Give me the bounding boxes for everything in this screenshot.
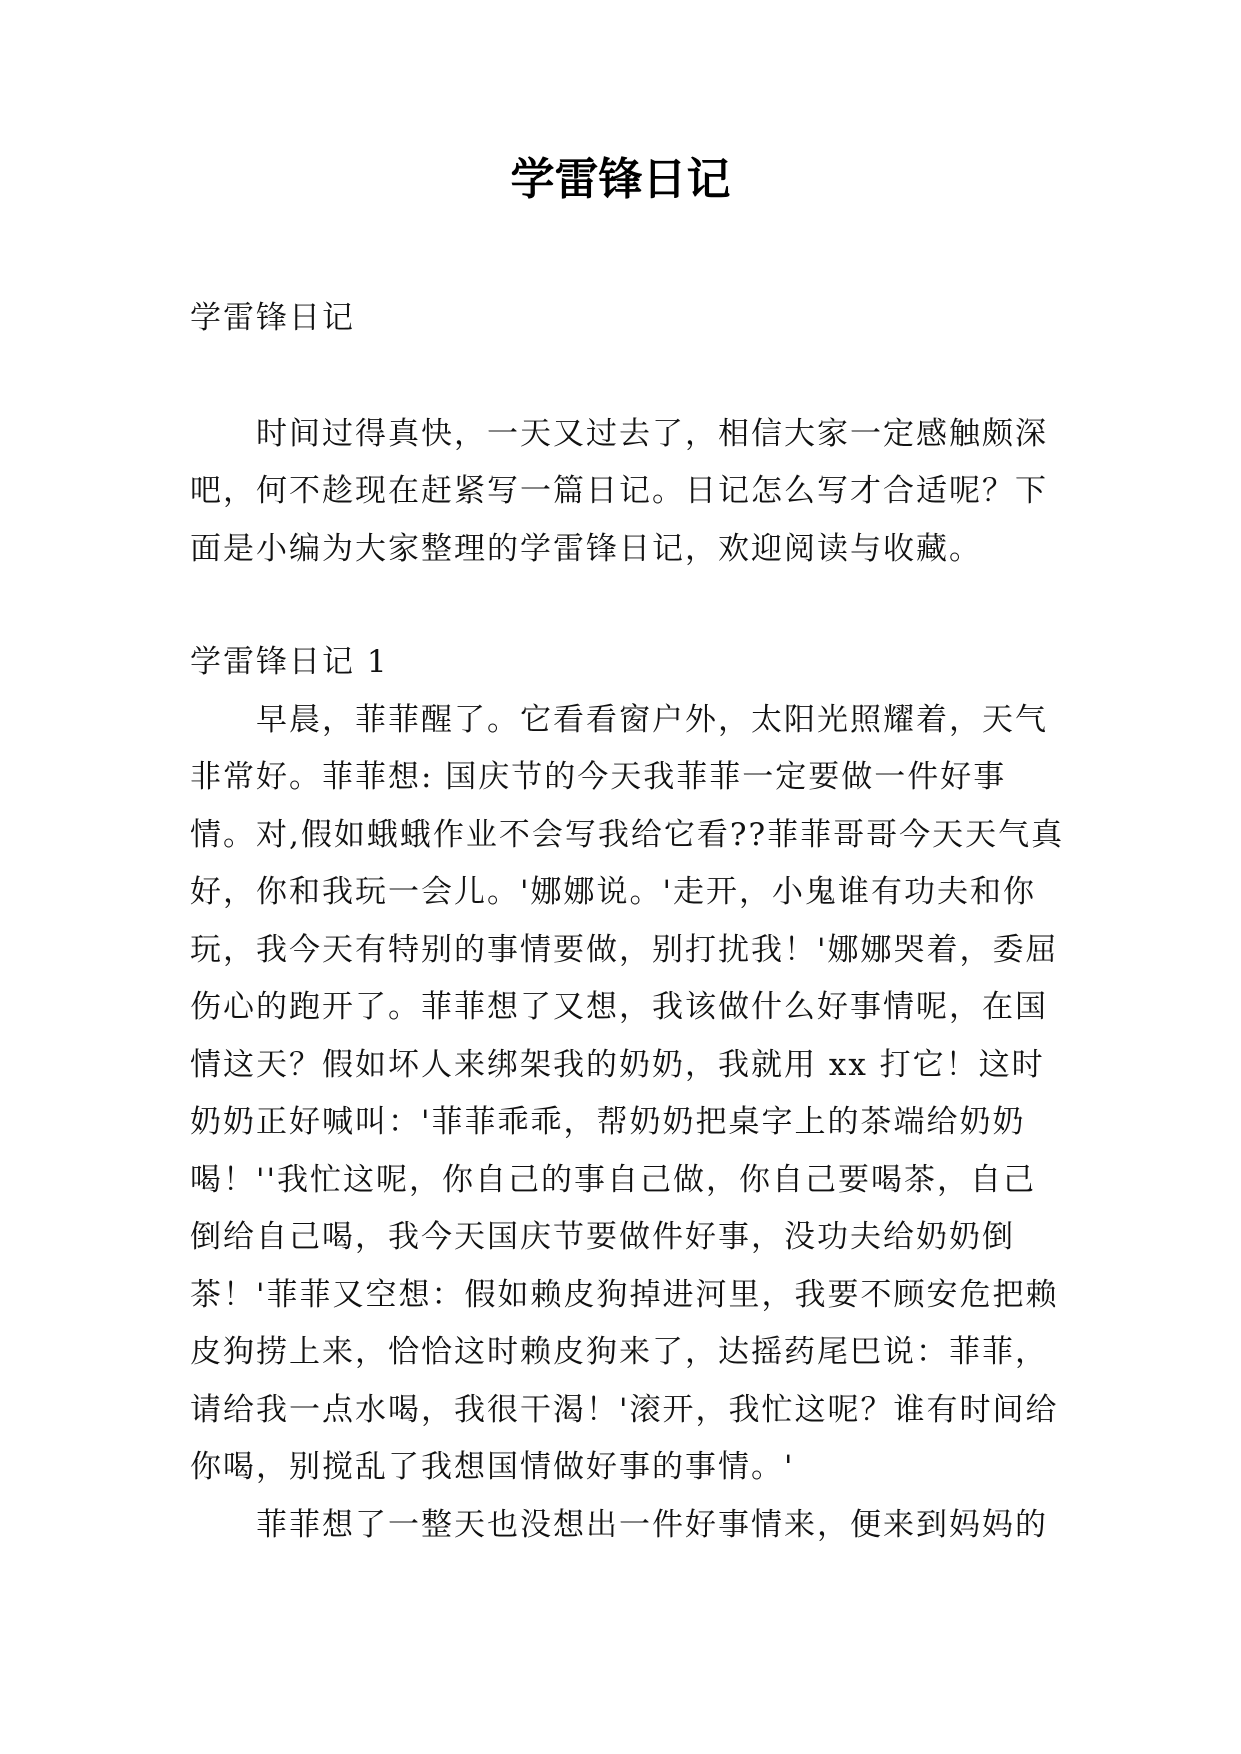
intro-paragraph: 时间过得真快，一天又过去了，相信大家一定感触颇深吧，何不趁现在赶紧写一篇日记。日记怎么写才合适呢？下面是小编为大家整理的学雷锋日记，欢迎阅读与收藏。: [190, 415, 1048, 567]
document-body: [190, 290, 1065, 1554]
body-paragraph-1: 早晨，菲菲醒了。它看看窗户外，太阳光照耀着，天气非常好。菲菲想: 国庆节的今天我菲菲一定要做一件好事情。对,假如蛾蛾作业不会写我给它看??菲菲哥哥今天天气真好，你和我玩一会儿。'娜娜说。'走开，小鬼谁有功夫和你玩，我今天有特别的事情要做，别打扰我！'娜娜哭着，委屈伤心的跑开了。菲菲想了又想，我该做什么好事情呢，在国情这天？假如坏人来绑架我的奶奶，我就用 xx 打它！这时奶奶正好喊叫：'菲菲乖乖，帮奶奶把桌字上的茶端给奶奶喝！''我忙这呢，你自己的事自己做，你自己要喝茶，自己倒给自己喝，我今天国庆节要做件好事，没功夫给奶奶倒茶！'菲菲又空想：假如赖皮狗掉进河里，我要不顾安危把赖皮狗捞上来，恰恰这时赖皮狗来了，达摇药尾巴说：菲菲，请给我一点水喝，我很干渴！'滚开，我忙这呢？谁有时间给你喝，别搅乱了我想国情做好事的事情。': [190, 701, 1065, 1485]
section-heading: 学雷锋日记 1: [190, 644, 389, 680]
spacer: [190, 348, 1065, 406]
document-title: 学雷锋日记: [510, 154, 731, 205]
subtitle-line: 学雷锋日记: [190, 300, 355, 336]
body-paragraph-2: 菲菲想了一整天也没想出一件好事情来，便来到妈妈的: [256, 1506, 1048, 1543]
spacer: [190, 578, 1065, 634]
